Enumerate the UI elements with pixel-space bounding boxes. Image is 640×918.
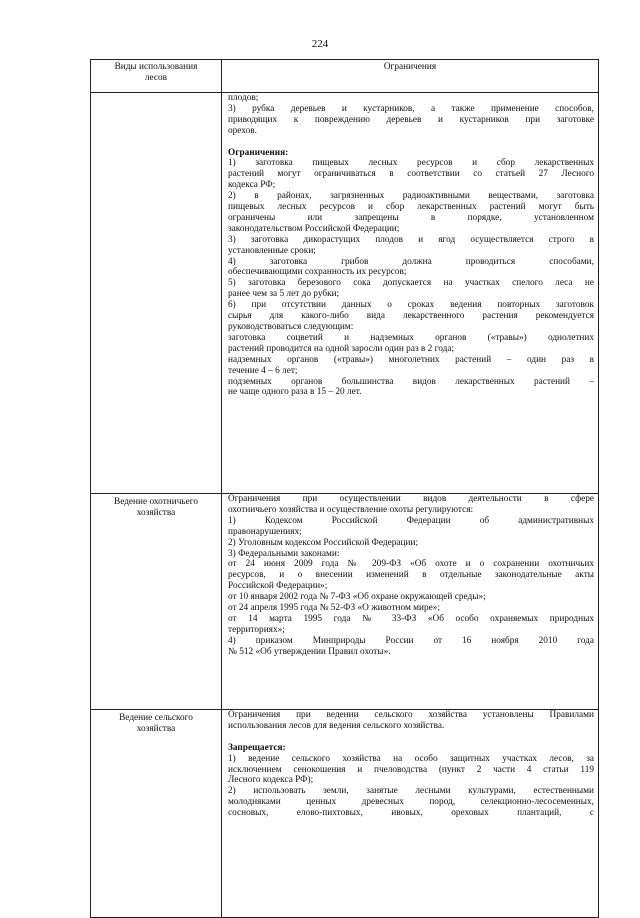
text-line: Ограничения при ведении сельского хозяйства установлены Правилами (228, 710, 594, 720)
table-header-row (91, 60, 599, 93)
text-line: 2) в районах, загрязненных радиоактивными веществами, заготовка (228, 191, 594, 202)
text-line: ресурсов, и о внесении изменений в отдельные законодательные акты (228, 570, 594, 581)
text-line: плодов; (228, 93, 259, 103)
text-line: 3) рубка деревьев и кустарников, а также применение способов, (228, 103, 594, 114)
header-usage-types (91, 60, 222, 93)
text-line: растений проводится на одной заросли один раз в 2 года; (228, 343, 455, 354)
text-line: молодняками ценных древесных пород, селекционно-лесосеменных, (228, 797, 594, 808)
text-line: 2) использовать земли, занятые лесными культурами, естественными (228, 786, 594, 797)
text-line: растений могут ограничиваться в соответствии со статьей 27 Лесного (228, 169, 594, 180)
text-line: сырья для какого-либо вида лекарственного растения рекомендуется (228, 311, 594, 322)
section-heading: Запрещается: (228, 742, 286, 753)
text-line: не чаще одного раза в 15 – 20 лет. (228, 387, 362, 398)
text-line: 1) Кодексом Российской Федерации об административных (228, 515, 594, 526)
text-line: заготовка соцветий и надземных органов («травы») однолетних (228, 332, 594, 343)
table-row (91, 93, 599, 494)
text-line: сосновых, елово-пихтовых, ивовых, ореховых плантаций, с (228, 808, 594, 819)
table-row (91, 710, 599, 918)
text-line: от 24 июня 2009 года № 209-ФЗ «Об охоте и о сохранении охотничьих (228, 559, 594, 570)
text-line: руководствоваться следующим: (228, 322, 354, 333)
text-line: Российской Федерации»; (228, 581, 328, 592)
text-line: от 24 апреля 1995 года № 52-ФЗ «О животном мире»; (228, 603, 441, 614)
text-line: № 512 «Об утверждении Правил охоты». (228, 646, 391, 657)
text-line: ранее чем за 5 лет до рубки; (228, 289, 340, 300)
restrictions-cell (222, 710, 599, 918)
usage-type-line: Ведение охотничьего (114, 497, 198, 507)
text-line: 3) Федеральными законами: (228, 548, 340, 559)
restrictions-cell (222, 93, 599, 494)
text-line: 5) заготовка березового сока допускается на участках спелого леса не (228, 278, 594, 289)
text-line: надземных органов («травы») многолетних растений – один раз в (228, 354, 594, 365)
restrictions-table (90, 59, 599, 918)
usage-type-cell (91, 710, 222, 918)
text-line: 6) при отсутствии данных о сроках ведения повторных заготовок (228, 300, 594, 311)
text-line: законодательством Российской Федерации; (228, 223, 400, 234)
paragraph-gap (228, 732, 594, 743)
text-line: подземных органов большинства видов лекарственных растений – (228, 376, 594, 387)
text-line: исключением сенокошения и пчеловодства (пункт 2 части 4 статьи 119 (228, 764, 594, 775)
text-line: 4) приказом Минприроды России от 16 ноября 2010 года (228, 635, 594, 646)
usage-type-cell (91, 494, 222, 710)
header-restrictions: Ограничения (222, 60, 599, 93)
text-line: 1) ведение сельского хозяйства на особо защитных участках лесов, за (228, 753, 594, 764)
usage-type-line: Ведение сельского (119, 713, 193, 723)
text-line: правонарушениях; (228, 526, 302, 537)
table-row (91, 494, 599, 710)
text-line: ограничены или запрещены в порядке, установленном (228, 212, 594, 223)
text-line: 4) заготовка грибов должна проводиться способами, (228, 256, 594, 267)
text-line: от 14 марта 1995 года № 33-ФЗ «Об особо охраняемых природных (228, 613, 594, 624)
text-line: территориях»; (228, 624, 285, 635)
text-line: обеспечивающими сохранность их ресурсов; (228, 267, 407, 278)
text-line: от 10 января 2002 года № 7-ФЗ «Об охране окружающей среды»; (228, 592, 486, 603)
text-line: орехов. (228, 125, 257, 136)
text-line: 1) заготовка пищевых лесных ресурсов и сбор лекарственных (228, 158, 594, 169)
paragraph-gap (228, 137, 594, 148)
text-line: Ограничения при осуществлении видов деятельности в сфере (228, 494, 594, 504)
text-line: 2) Уголовным кодексом Российской Федерации; (228, 537, 419, 548)
section-heading: Ограничения: (228, 147, 289, 158)
header-usage-types-line2: лесов (144, 72, 168, 83)
text-line: охотничьего хозяйства и осуществление охоты регулируются: (228, 504, 474, 515)
text-line: кодекса РФ; (228, 180, 276, 191)
text-line: течение 4 – 6 лет; (228, 365, 298, 376)
text-line: использования лесов для ведения сельского хозяйства. (228, 720, 445, 731)
usage-type-line: хозяйства (136, 507, 176, 518)
header-usage-types-line1: Виды использования (114, 62, 198, 72)
usage-type-cell (91, 93, 222, 494)
text-line: 3) заготовка дикорастущих плодов и ягод осуществляется строго в (228, 234, 594, 245)
restrictions-cell (222, 494, 599, 710)
text-line: пищевых лесных ресурсов и сбор лекарственных растений могут быть (228, 202, 594, 213)
text-line: установленные сроки; (228, 245, 316, 256)
text-line: приводящих к повреждению деревьев и кустарников при заготовке (228, 114, 594, 125)
page-number: 224 (311, 38, 329, 50)
text-line: Лесного кодекса РФ); (228, 775, 314, 786)
usage-type-line: хозяйства (136, 723, 176, 734)
